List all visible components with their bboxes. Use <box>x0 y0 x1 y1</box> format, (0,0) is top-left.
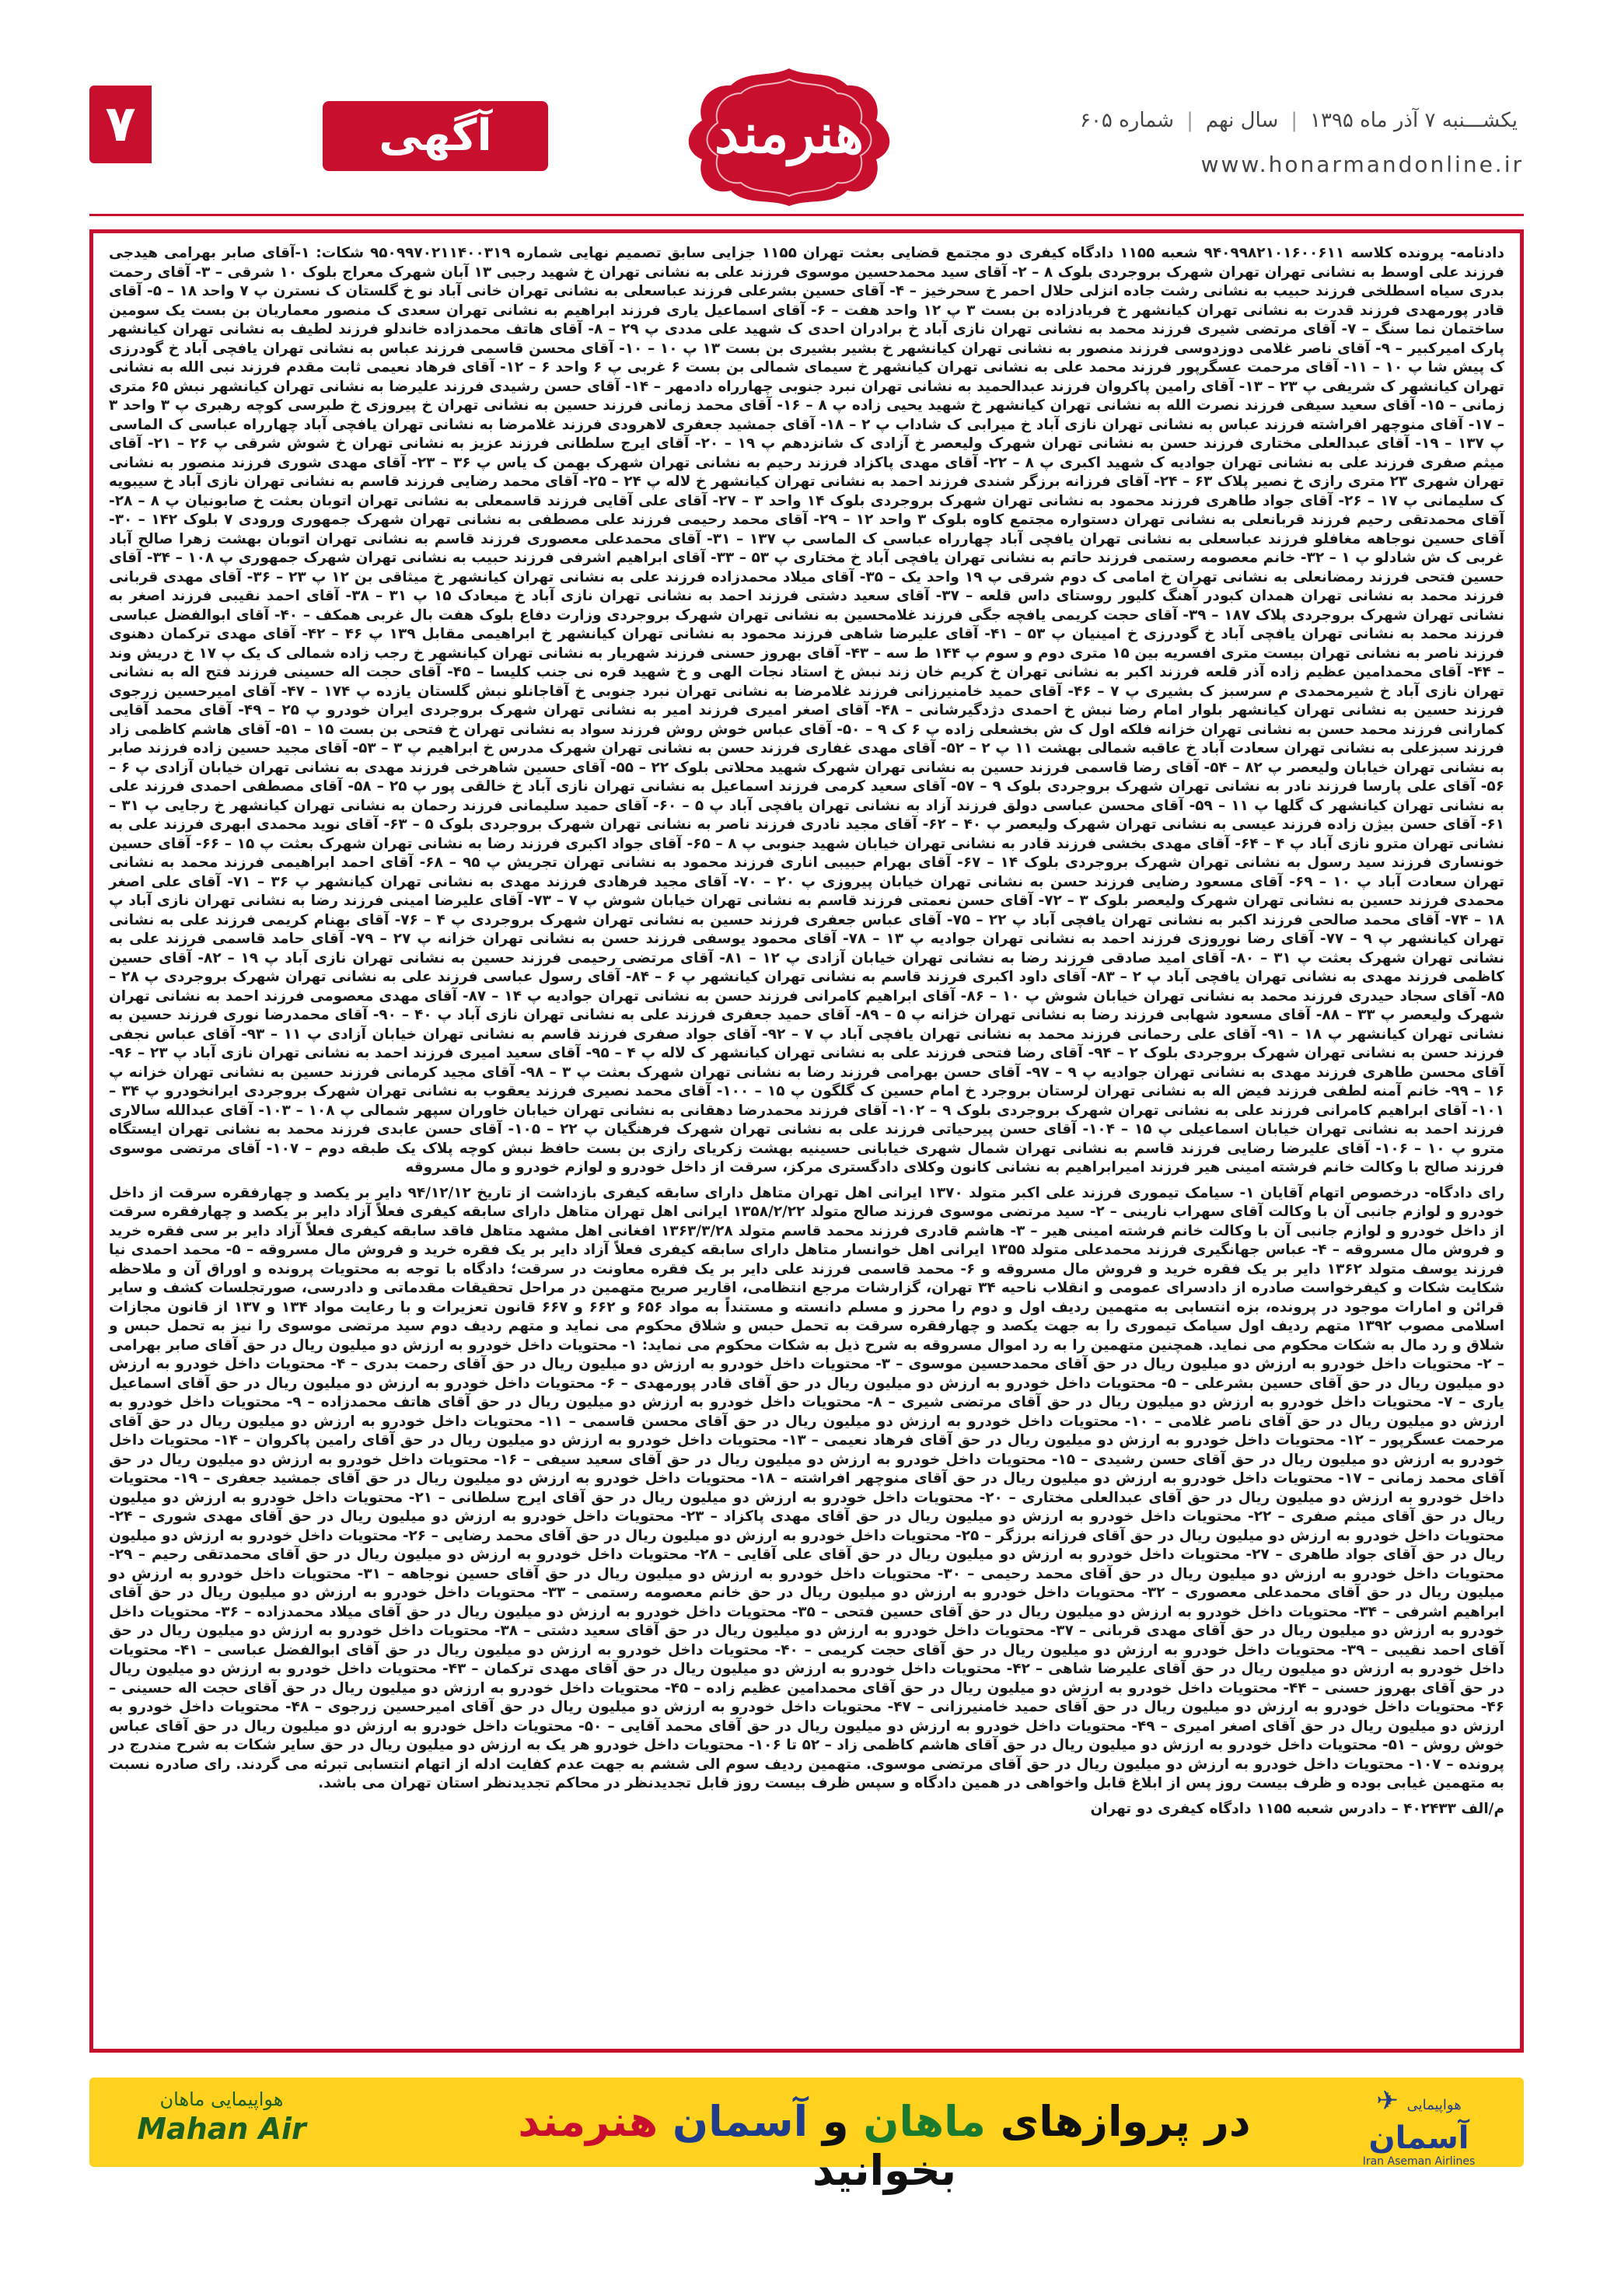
aseman-english-name: Iran Aseman Airlines <box>1362 2155 1476 2168</box>
issue-number: شماره ۶۰۵ <box>1079 109 1175 132</box>
masthead <box>89 62 1524 210</box>
slogan-post: بخوانید <box>812 2146 957 2195</box>
section-title: آگهی <box>323 101 548 171</box>
issue-volume: سال نهم <box>1205 109 1279 132</box>
airline-ad-banner <box>89 2078 1524 2195</box>
website-url[interactable]: www.honarmandonline.ir <box>1200 152 1524 177</box>
issue-date: یکشـــنبه ۷ آذر ماه ۱۳۹۵ <box>1310 109 1518 132</box>
aseman-name: آسمان <box>1368 2120 1469 2156</box>
mahan-logo <box>121 2087 323 2161</box>
ad-slogan <box>478 2097 1291 2195</box>
separator: | <box>1291 109 1298 132</box>
page-number: ۷ <box>89 86 152 163</box>
legal-notice-frame <box>89 229 1524 2053</box>
issue-info <box>1074 109 1524 132</box>
slogan-honarmand: هنرمند <box>518 2097 659 2146</box>
slogan-and: و <box>822 2097 849 2146</box>
separator: | <box>1186 109 1193 132</box>
aseman-label: هواپیمایی <box>1406 2097 1462 2113</box>
slogan-pre: در پروازهای <box>1000 2097 1251 2146</box>
masthead-divider <box>89 214 1524 216</box>
slogan-aseman: آسمان <box>672 2097 809 2146</box>
newspaper-logo <box>672 62 906 210</box>
notice-paragraph-ruling: رای دادگاه- درخصوص اتهام آقایان ۱- سیامک تیموری فرزند علی اکبر متولد ۱۳۷۰ ایرانی اهل تهران متاهل دارای سابقه کیفری بازداشت از تاریخ ۹۴/۱۲/۱۲ دایر بر یکصد و چهارفقره سرقت از داخل خودرو و لوازم جانبی آن با وکالت آقای سهراب نارینی – ۲- سید مرتضی موسوی فرزند صالح متولد ۱۳۵۸/۲/۲۲ ایرانی اهل تهران متاهل دارای سابقه کیفری فعلاً آزاد دایر بر یکصد و چهارفقره سرقت از داخل خودرو و لوازم جانبی آن با وکالت خانم فرشته امینی هیر – ۳- هاشم قادری فرزند محمد قاسم متولد ۱۳۶۳/۳/۲۸ افغانی اهل مشهد متاهل فاقد سابقه کیفری فعلاً آزاد دایر بر سی فقره خرید و فروش مال مسروقه – ۴- عباس جهانگیری فرزند محمدعلی متولد ۱۳۵۵ ایرانی اهل خوانسار متاهل دارای سابقه کیفری فعلاً آزاد دایر بر یک فقره خرید و فروش مال مسروقه – ۵- محمد احمدی نیا فرزند یوسف متولد ۱۳۶۲ دایر بر یک فقره خرید و فروش مال مسروقه و ۶- محمد قاسمی فرزند علی دایر بر یک فقره معاونت در سرقت؛ دادگاه با توجه به محتویات پرونده و اوراق آن و ملاحظه شکایت شکات و کیفرخواست صادره از دادسرای عمومی و انقلاب ناحیه ۳۴ تهران، گزارشات مرجع انتظامی، اقاریر صریح متهمین در مراحل تحقیقات مقدماتی و دادرسی، صورتجلسات کشف و سایر قرائن و امارات موجود در پرونده، بزه انتسابی به متهمین ردیف اول و دوم را محرز و مسلم دانسته و مستنداً به مواد ۶۵۶ و ۶۶۲ و ۶۶۷ قانون تعزیرات و با رعایت مواد ۱۳۴ و ۱۳۷ از قانون مجازات اسلامی مصوب ۱۳۹۲ متهم ردیف اول سیامک تیموری را به جهت یکصد و چهارفقره سرقت به تحمل حبس و شلاق محکوم می نماید و متهم ردیف دوم سید مرتضی موسوی را نیز به تحمل حبس و شلاق و رد مال به شکات محکوم می نماید. همچنین متهمین را به رد اموال مسروقه به شرح ذیل به شکات محکوم می نماید: ۱- محتویات داخل خودرو به ارزش دو میلیون ریال در حق آقای صابر بهرامی – ۲- محتویات داخل خودرو به ارزش دو میلیون ریال در حق آقای محمدحسین موسوی – ۳- محتویات داخل خودرو به ارزش دو میلیون ریال در حق آقای رحمت بدری – ۴- محتویات داخل خودرو به ارزش دو میلیون ریال در حق آقای حسین بشرعلی – ۵- محتویات داخل خودرو به ارزش دو میلیون ریال در حق آقای قادر پورمهدی – ۶- محتویات داخل خودرو به ارزش دو میلیون ریال در حق آقای اسماعیل یاری – ۷- محتویات داخل خودرو به ارزش دو میلیون ریال در حق آقای مرتضی شیری – ۸- محتویات داخل خودرو به ارزش دو میلیون ریال در حق آقای هاتف محمدزاده – ۹- محتویات داخل خودرو به ارزش دو میلیون ریال در حق آقای ناصر غلامی – ۱۰- محتویات داخل خودرو به ارزش دو میلیون ریال در حق آقای محسن قاسمی – ۱۱- محتویات داخل خودرو به ارزش دو میلیون ریال در حق آقای مرحمت عسگرپور – ۱۲- محتویات داخل خودرو به ارزش دو میلیون ریال در حق آقای فرهاد نعیمی – ۱۳- محتویات داخل خودرو به ارزش دو میلیون ریال در حق آقای رامین پاکروان – ۱۴- محتویات داخل خودرو به ارزش دو میلیون ریال در حق آقای حسن رشیدی – ۱۵- محتویات داخل خودرو به ارزش دو میلیون ریال در حق آقای سعید سیفی – ۱۶- محتویات داخل خودرو به ارزش دو میلیون ریال در حق آقای محمد زمانی – ۱۷- محتویات داخل خودرو به ارزش دو میلیون ریال در حق آقای منوچهر افراشته – ۱۸- محتویات داخل خودرو به ارزش دو میلیون ریال در حق آقای جمشید جعفری – ۱۹- محتویات داخل خودرو به ارزش دو میلیون ریال در حق آقای عبدالعلی مختاری – ۲۰- محتویات داخل خودرو به ارزش دو میلیون ریال در حق آقای ایرج سلطانی – ۲۱- محتویات داخل خودرو به ارزش دو میلیون ریال در حق آقای میثم صفری – ۲۲- محتویات داخل خودرو به ارزش دو میلیون ریال در حق آقای مهدی پاکزاد – ۲۳- محتویات داخل خودرو به ارزش دو میلیون ریال در حق آقای مهدی شوری – ۲۴- محتویات داخل خودرو به ارزش دو میلیون ریال در حق آقای فرزانه برزگر – ۲۵- محتویات داخل خودرو به ارزش دو میلیون ریال در حق آقای محمد رضایی – ۲۶- محتویات داخل خودرو به ارزش دو میلیون ریال در حق آقای جواد طاهری – ۲۷- محتویات داخل خودرو به ارزش دو میلیون ریال در حق آقای علی آقایی – ۲۸- محتویات داخل خودرو به ارزش دو میلیون ریال در حق آقای محمدتقی رحیم – ۲۹- محتویات داخل خودرو به ارزش دو میلیون ریال در حق آقای محمد رحیمی – ۳۰- محتویات داخل خودرو به ارزش دو میلیون ریال در حق آقای حسین نوجاهه – ۳۱- محتویات داخل خودرو به ارزش دو میلیون ریال در حق آقای محمدعلی معصوری – ۳۲- محتویات داخل خودرو به ارزش دو میلیون ریال در حق خانم معصومه رستمی – ۳۳- محتویات داخل خودرو به ارزش دو میلیون ریال در حق آقای ابراهیم اشرفی – ۳۴- محتویات داخل خودرو به ارزش دو میلیون ریال در حق آقای حسین فتحی – ۳۵- محتویات داخل خودرو به ارزش دو میلیون ریال در حق آقای میلاد محمدزاده – ۳۶- محتویات داخل خودرو به ارزش دو میلیون ریال در حق آقای مهدی قربانی – ۳۷- محتویات داخل خودرو به ارزش دو میلیون ریال در حق آقای سعید دشتی – ۳۸- محتویات داخل خودرو به ارزش دو میلیون ریال در حق آقای احمد نقیبی – ۳۹- محتویات داخل خودرو به ارزش دو میلیون ریال در حق آقای حجت کریمی – ۴۰- محتویات داخل خودرو به ارزش دو میلیون ریال در حق آقای ابوالفضل عباسی – ۴۱- محتویات داخل خودرو به ارزش دو میلیون ریال در حق آقای علیرضا شاهی – ۴۲- محتویات داخل خودرو به ارزش دو میلیون ریال در حق آقای مهدی ترکمان – ۴۳- محتویات داخل خودرو به ارزش دو میلیون ریال در حق آقای بهروز حسنی – ۴۴- محتویات داخل خودرو به ارزش دو میلیون ریال در حق آقای محمدامین عظیم زاده – ۴۵- محتویات داخل خودرو به ارزش دو میلیون ریال در حق آقای حجت اله حسینی – ۴۶- محتویات داخل خودرو به ارزش دو میلیون ریال در حق آقای حمید خامنیرزانی – ۴۷- محتویات داخل خودرو به ارزش دو میلیون ریال در حق آقای امیرحسین زرجوی – ۴۸- محتویات داخل خودرو به ارزش دو میلیون ریال در حق آقای اصغر امیری – ۴۹- محتویات داخل خودرو به ارزش دو میلیون ریال در حق آقای محمد آقایی – ۵۰- محتویات داخل خودرو به ارزش دو میلیون ریال در حق آقای عباس خوش روش – ۵۱- محتویات داخل خودرو به ارزش دو میلیون ریال در حق آقای هاشم کاظمی زاد – ۵۲ تا ۱۰۶- محتویات داخل خودرو هر یک به ارزش دو میلیون ریال در حق سایر شکات به شرح مندرج در پرونده – ۱۰۷- محتویات داخل خودرو به ارزش دو میلیون ریال در حق آقای مرتضی موسوی. متهمین ردیف سوم الی ششم به جهت عدم کفایت ادله از اتهام انتسابی تبرئه می گردند. رای صادره نسبت به متهمین غیابی بوده و ظرف بیست روز پس از ابلاغ قابل واخواهی در همین دادگاه و سپس ظرف بیست روز قابل تجدیدنظر در محاکم تجدیدنظر استان تهران می باشد. <box>109 1184 1505 1791</box>
notice-signature: م/الف ۴۰۲۴۳۳ – دادرس شعبه ۱۱۵۵ دادگاه کیفری دو تهران <box>1090 1800 1504 1817</box>
notice-paragraph-verdict-header: دادنامه- پرونده کلاسه ۹۴۰۹۹۸۲۱۰۱۶۰۰۶۱۱ شعبه ۱۱۵۵ دادگاه کیفری دو مجتمع قضایی بعثت تهران ۱۱۵۵ جزایی سابق تصمیم نهایی شماره ۹۵۰۹۹۷۰۲۱۱۴۰۰۳۱۹ شکات: ۱-آقای صابر بهرامی هیدجی فرزند علی اوسط به نشانی تهران تهران شهرک بروجردی بلوک ۸ – ۲- آقای سید محمدحسین موسوی فرزند علی به نشانی تهران خ شهید رجبی ۱۳ آبان شهرک معراج بلوک ۱۰ شرقی – ۳- آقای رحمت بدری سیاه اسطلخی فرزند حبیب به نشانی رشت جاده انزلی حلال احمر خ سحرخیز – ۴- آقای حسین بشرعلی فرزند عباسعلی به نشانی تهران خانی آباد نو خ گلستان ک نسترن پ ۷ واحد ۱۸ – ۵- آقای قادر پورمهدی فرزند قدرت به نشانی تهران کیانشهر خ فریادزاده بن بست ۳ پ ۱۲ واحد هفت – ۶- آقای اسماعیل یاری فرزند ابراهیم به نشانی تهران سعدی ک منصور معماریان بن بست یک سومین ساختمان نما سنگ – ۷- آقای مرتضی شیری فرزند محمد به نشانی تهران نازی آباد خ برادران احدی ک شهید علی مددی پ ۲۹ – ۸- آقای هاتف محمدزاده خاندلو فرزند لطیف به نشانی تهران کیانشهر پارک امیرکبیر – ۹- آقای ناصر غلامی دوزدوسی فرزند منصور به نشانی تهران کیانشهر خ بشیر بشیری بن بست ۱۳ پ ۱۰ – ۱۰- آقای محسن قاسمی فرزند عباس به نشانی تهران یافچی آباد خ گودرزی ک پیش شا پ ۱۰ – ۱۱- آقای مرحمت عسگرپور فرزند محمد علی به نشانی تهران کیانشهر خ سیمای شمالی بن بست ۶ غربی پ ۶ واحد ۶ – ۱۲- آقای فرهاد نعیمی ثابت مقدم فرزند نبی الله به نشانی تهران کیانشهر ک شریفی پ ۲۳ – ۱۳- آقای رامین پاکروان فرزند عبدالحمید به نشانی تهران نبرد جنوبی چهارراه دادمهر – ۱۴- آقای حسن رشیدی فرزند علیرضا به نشانی تهران کیانشهر نبش ۶۵ متری زمانی – ۱۵- آقای سعید سیفی فرزند نصرت الله به نشانی تهران کیانشهر خ شهید یحیی ‌زاده پ ۸ – ۱۶- آقای محمد زمانی فرزند حسین به نشانی تهران خ پیروزی خ طبرسی کوچه رهبری پ ۳ واحد ۳ – ۱۷- آقای منوچهر افراشته فرزند عباس به نشانی تهران نازی آباد خ میرابی ک شاداب پ ۲ – ۱۸- آقای جمشید جعفری لاهرودی فرزند غلامرضا به نشانی تهران یافچی آباد چهارراه عباسی ک الماسی پ ۱۳۷ – ۱۹- آقای عبدالعلی مختاری فرزند حسن به نشانی تهران شهرک ولیعصر خ آزادی ک شانزدهم پ ۱۹ – ۲۰- آقای ایرج سلطانی فرزند عزیز به نشانی تهران خ شوش شرقی پ ۲۶ – ۲۱- آقای میثم صفری فرزند علی به نشانی تهران جوادیه ک شهید اکبری پ ۸ – ۲۲- آقای مهدی پاکزاد فرزند رحیم به نشانی تهران شهرک بهمن ک یاس پ ۳۶ – ۲۳- آقای مهدی شوری فرزند منصور به نشانی تهران شهری ۲۳ متری رازی خ نصیر پلاک ۶۳ – ۲۴- آقای فرزانه برزگر شندی فرزند احمد به نشانی تهران کیانشهر خ لاله پ ۲۴ – ۲۵- آقای محمد رضایی فرزند قاسم به نشانی تهران نازی آباد خ سیبویه ک سلیمانی پ ۱۷ – ۲۶- آقای جواد طاهری فرزند محمود به نشانی تهران شهرک بروجردی بلوک ۱۴ واحد ۳ – ۲۷- آقای علی آقایی فرزند قاسمعلی به نشانی تهران اتوبان بعثت خ صابونیان پ ۸ – ۲۸- آقای محمدتقی رحیم فرزند قربانعلی به نشانی تهران دستواره مجتمع کاوه بلوک ۳ واحد ۱۲ – ۲۹- آقای محمد رحیمی فرزند علی مصطفی به نشانی تهران شهرک جمهوری ورودی ۷ بلوک ۱۴۲ – ۳۰- آقای حسین نوجاهه مغافلو فرزند عباسعلی به نشانی تهران یافچی آباد چهارراه عباسی ک الماسی پ ۱۳۷ – ۳۱- آقای محمدعلی معصوری فرزند قاسم به نشانی تهران اتوبان بهشت زهرا صالح آباد غربی ک ش شادلو پ ۱ – ۳۲- خانم معصومه رستمی فرزند حاتم به نشانی تهران یافچی آباد خ مختاری پ ۵۳ – ۳۳- آقای ابراهیم اشرفی فرزند حبیب به نشانی تهران شهرک جمهوری پ ۱۰۸ – ۳۴- آقای حسین فتحی فرزند رمضانعلی به نشانی تهران خ امامی ک دوم شرقی پ ۱۹ واحد یک – ۳۵- آقای میلاد محمدزاده فرزند علی به نشانی تهران کیانشهر خ میثاقی بن ۱۲ پ ۲۳ – ۳۶- آقای مهدی قربانی فرزند محمد به نشانی تهران همدان کبودر آهنگ کلیور روستای داس قلعه – ۳۷- آقای سعید دشتی فرزند احمد به نشانی تهران نازی آباد خ میعادک ۱۵ پ ۳۱ – ۳۸- آقای احمد نقیبی فرزند اصغر به نشانی تهران شهرک بروجردی پلاک ۱۸۷ – ۳۹- آقای حجت کریمی یافچه جگی فرزند غلامحسین به نشانی تهران شهرک بروجردی وزارت دفاع بلوک هفت بال غربی همکف – ۴۰- آقای ابوالفضل عباسی فرزند محمد به نشانی تهران یافچی آباد خ گودرزی خ امینیان پ ۵۳ – ۴۱- آقای علیرضا شاهی فرزند محمود به نشانی تهران کیانشهر خ ابراهیمی مقابل ۱۳۹ پ ۴۶ – ۴۲- آقای مهدی ترکمان دهنوی فرزند ناصر به نشانی تهران بیست متری افسریه بین ۱۵ متری دوم و سوم پ ۱۴۴ ط سه – ۴۳- آقای بهروز حسنی فرزند شهریار به نشانی تهران کیانشهر خ رجب زاده شمالی ک یک پ ۱۷ خ دریش وند – ۴۴- آقای محمدامین عظیم زاده آذر قلعه فرزند اکبر به نشانی تهران خ کریم خان زند نبش خ استاد نجات الهی و خ شهید قره نی جنب کلیسا – ۴۵- آقای حجت اله حسینی فرزند فتح اله به نشانی تهران نازی آباد خ شیرمحمدی م سرسبز ک بشیری پ ۷ – ۴۶- آقای حمید خامنیرزانی فرزند غلامرضا به نشانی تهران نبرد جنوبی خ آقاجانلو نبش گلستان یازده پ ۱۷۴ – ۴۷- آقای امیرحسین زرجوی فرزند حسین به نشانی تهران کیانشهر بلوار امام رضا نبش خ احمدی دژدگیرشانی – ۴۸- آقای اصغر امیری فرزند امیر به نشانی تهران شهرک بروجردی ایران خودرو پ ۲۵ – ۴۹- آقای محمد آقایی کمارانی فرزند محمد حسن به نشانی تهران خزانه فلکه اول ک ش بخشعلی زاده پ ۶ ک ۹ – ۵۰- آقای عباس خوش روش فرزند سواد به نشانی تهران خ فتحی بن بست ۱۵ – ۵۱- آقای هاشم کاظمی زاد فرزند سبزعلی به نشانی تهران سعادت آباد خ عاقبه شمالی بهشت ۱۱ پ ۲ – ۵۲- آقای مهدی غفاری فرزند حسن به نشانی تهران شهرک مدرس خ ابراهیم پ ۳ – ۵۳- آقای مجید حسین‌ زاده فرزند صابر به نشانی تهران خیابان ولیعصر پ ۸۲ – ۵۴- آقای رضا قاسمی فرزند حسین به نشانی تهران شهرک شهید محلاتی بلوک ۲۲ – ۵۵- آقای حسین شاهرخی فرزند مهدی به نشانی تهران خیابان آزادی پ ۶ – ۵۶- آقای علی پارسا فرزند نادر به نشانی تهران شهرک بروجردی بلوک ۹ – ۵۷- آقای سعید کرمی فرزند اسماعیل به نشانی تهران نازی آباد خ خالقی پور پ ۲۵ – ۵۸- آقای مصطفی احمدی فرزند علی به نشانی تهران کیانشهر ک گلها پ ۱۱ – ۵۹- آقای محسن عباسی دولق فرزند آزاد به نشانی تهران یافچی آباد پ ۵ – ۶۰- آقای حمید سلیمانی فرزند رحمان به نشانی تهران کیانشهر خ رجایی پ ۳۱ – ۶۱- آقای حسن بیژن زاده فرزند عیسی به نشانی تهران شهرک ولیعصر پ ۴۰ – ۶۲- آقای مجید نادری فرزند ناصر به نشانی تهران شهرک بروجردی بلوک ۵ – ۶۳- آقای نوید محمدی ابهری فرزند علی به نشانی تهران مترو نازی آباد پ ۴ – ۶۴- آقای مهدی بخشی فرزند قادر به نشانی تهران خیابان شهید جنوبی پ ۸ – ۶۵- آقای جواد اکبری فرزند رضا به نشانی تهران شهرک بعثت پ ۱۵ – ۶۶- آقای حسین خونساری فرزند سید رسول به نشانی تهران شهرک بروجردی بلوک ۱۴ – ۶۷- آقای بهرام حبیبی اناری فرزند محمود به نشانی تهران تجریش پ ۹۵ – ۶۸- آقای احمد ابراهیمی فرزند محمد به نشانی تهران سعادت آباد پ ۱۰ – ۶۹- آقای مسعود رضایی فرزند حسن به نشانی تهران خیابان پیروزی پ ۲۰ – ۷۰- آقای مجید فرهادی فرزند مهدی به نشانی تهران کیانشهر پ ۳۶ – ۷۱- آقای علی اصغر محمدی فرزند حسین به نشانی تهران شهرک ولیعصر بلوک ۳ – ۷۲- آقای حسن نعمتی فرزند قاسم به نشانی تهران خیابان شوش پ ۷ – ۷۳- آقای علیرضا امینی فرزند رضا به نشانی تهران نازی آباد پ ۱۸ – ۷۴- آقای محمد صالحی فرزند اکبر به نشانی تهران یافچی آباد پ ۲۲ – ۷۵- آقای عباس جعفری فرزند حسین به نشانی تهران شهرک بروجردی پ ۴ – ۷۶- آقای بهنام کریمی فرزند علی به نشانی تهران کیانشهر پ ۹ – ۷۷- آقای رضا نوروزی فرزند احمد به نشانی تهران جوادیه پ ۱۳ – ۷۸- آقای محمود یوسفی فرزند حسن به نشانی تهران خزانه پ ۲۷ – ۷۹- آقای حامد قاسمی فرزند علی به نشانی تهران شهرک بعثت پ ۳۱ – ۸۰- آقای امید صادقی فرزند رضا به نشانی تهران خیابان آزادی پ ۱۲ – ۸۱- آقای مرتضی رحیمی فرزند حسین به نشانی تهران نازی آباد پ ۱۹ – ۸۲- آقای حسین کاظمی فرزند مهدی به نشانی تهران یافچی آباد پ ۲ – ۸۳- آقای داود اکبری فرزند قاسم به نشانی تهران کیانشهر پ ۶ – ۸۴- آقای رسول عباسی فرزند علی به نشانی تهران شهرک بروجردی پ ۲۸ – ۸۵- آقای سجاد حیدری فرزند محمد به نشانی تهران خیابان شوش پ ۱۰ – ۸۶- آقای ابراهیم کامرانی فرزند حسن به نشانی تهران جوادیه پ ۱۴ – ۸۷- آقای مهدی معصومی فرزند احمد به نشانی تهران شهرک ولیعصر پ ۳۳ – ۸۸- آقای مسعود شهابی فرزند رضا به نشانی تهران خزانه پ ۵ – ۸۹- آقای حمید جعفری فرزند علی به نشانی تهران نازی آباد پ ۴۰ – ۹۰- آقای محمدرضا نوری فرزند حسین به نشانی تهران کیانشهر پ ۱۸ – ۹۱- آقای علی رحمانی فرزند محمد به نشانی تهران یافچی آباد پ ۷ – ۹۲- آقای جواد صفری فرزند قاسم به نشانی تهران خیابان آزادی پ ۱۱ – ۹۳- آقای عباس نجفی فرزند حسن به نشانی تهران شهرک بروجردی بلوک ۲ – ۹۴- آقای رضا فتحی فرزند علی به نشانی تهران کیانشهر ک لاله پ ۴ – ۹۵- آقای سعید امیری فرزند احمد به نشانی تهران نازی آباد پ ۲۳ – ۹۶- آقای محسن طاهری فرزند مهدی به نشانی تهران جوادیه پ ۹ – ۹۷- آقای حسن بهرامی فرزند رضا به نشانی تهران شهرک بعثت پ ۳ – ۹۸- آقای مجید کرمانی فرزند حسین به نشانی تهران خزانه پ ۱۶ – ۹۹- خانم آمنه لطفی فرزند فیض اله به نشانی تهران لرستان بروجرد خ امام حسین ک گلگون پ ۱۵ – ۱۰۰- آقای محمد نصیری فرزند یعقوب به نشانی تهران شهرک بروجردی ایرانخودرو پ ۳۴ – ۱۰۱- آقای ابراهیم کامرانی فرزند علی به نشانی تهران شهرک بروجردی بلوک ۹ – ۱۰۲- آقای فرزند محمدرضا دهقانی به نشانی تهران خیابان خاوران سپهر شمالی پ ۱۰۸ – ۱۰۳- آقای عبدالله سالاری فرزند احمد به نشانی تهران خیابان اسماعیلی پ ۱۵ – ۱۰۴- آقای حسن پیرحیاتی فرزند علی به نشانی تهران شهرک فرهنگیان پ ۲۲ – ۱۰۵- آقای حسن عابدی فرزند محمد به نشانی تهران ایستگاه مترو پ ۱۰ – ۱۰۶- آقای علیرضا رضایی فرزند قاسم به نشانی تهران شمال شهری خیابانی حسینیه بهشت زکریای رازی بن بست حافظ نبش کوچه پلاک یک طبقه دوم – ۱۰۷- آقای مرتضی موسوی فرزند صالح با وکالت خانم فرشته امینی هیر فرزند امیرابراهیم به نشانی کانون وکلای دادگستری مرکز، سرقت از داخل خودرو و لوازم خودرو و مال مسروقه <box>109 245 1505 1176</box>
mahan-persian-name: هواپیمایی ماهان <box>159 2088 284 2110</box>
logo-wordmark: هنرمند <box>714 101 865 166</box>
aseman-logo <box>1345 2085 1493 2168</box>
mahan-english-name: Mahan Air <box>137 2112 306 2146</box>
slogan-mahan: ماهان <box>863 2097 986 2146</box>
aseman-wings-icon: ✈ هواپیمایی <box>1376 2085 1462 2116</box>
